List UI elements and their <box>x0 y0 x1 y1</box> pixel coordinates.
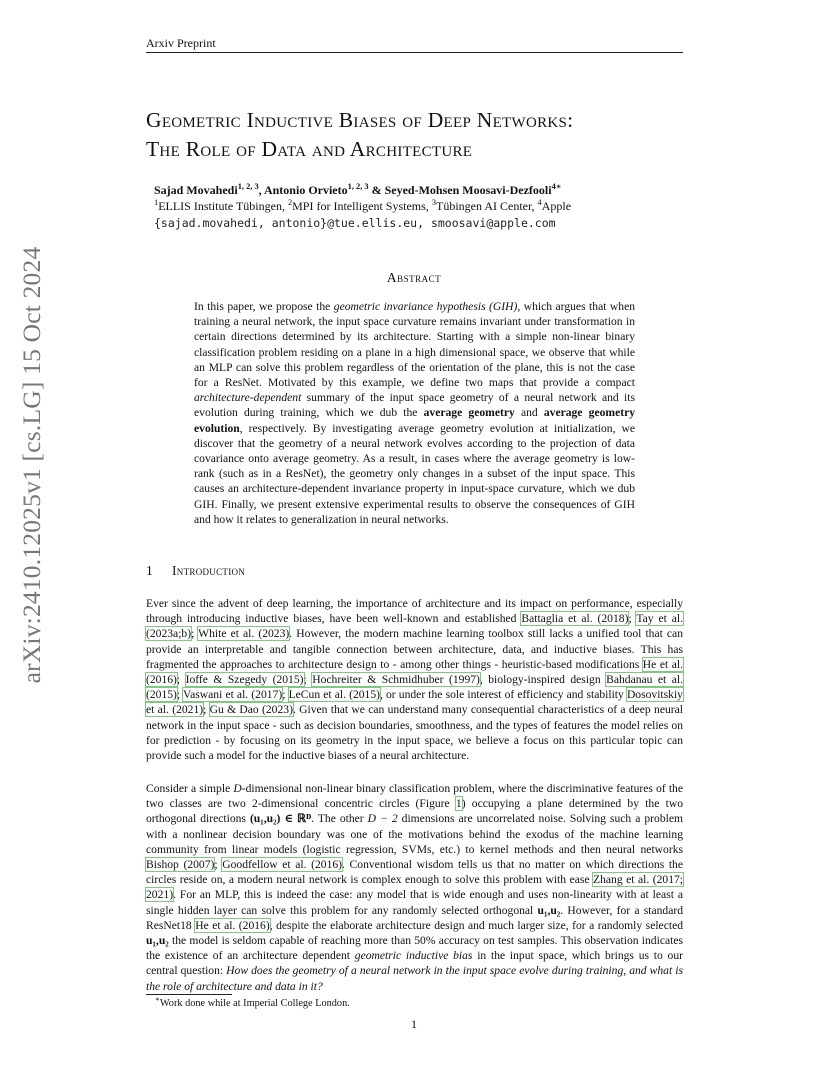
affil-mark: 2 <box>287 198 293 207</box>
math-symbol: D <box>233 782 242 795</box>
author-emails: {sajad.movahedi, antonio}@tue.ellis.eu, smoosavi@apple.com <box>154 216 556 230</box>
intro-paragraph-1 <box>146 596 683 763</box>
text-run: ; <box>203 703 210 717</box>
text-run: , or under the sole interest of efficiency and stability <box>380 688 627 702</box>
text-run: ; <box>176 688 184 702</box>
central-question: How does the geometry of a neural network in the input space evolve during training, and what is the role of architecture and data in it? <box>146 964 683 993</box>
citation-link[interactable]: Hochreiter & Schmidhuber (1997) <box>312 673 480 687</box>
math-expression: D − 2 <box>367 812 398 826</box>
author-affil-mark: 4∗ <box>551 182 562 191</box>
math-expression: u₁,u₂ <box>537 903 561 917</box>
citation-link[interactable]: Gu & Dao (2023) <box>209 703 293 717</box>
text-run: . Given that we can understand many consequential characteristics of a deep neural network in the input space - such as decision boundaries, smoothness, and the types of features the model relies on for prediction - by focusing on its geometry in the input space, we believe a focus on this particular topic can provide such a model for the inductive biases of a neural architecture. <box>146 703 683 763</box>
author-name: Antonio Orvieto <box>263 183 348 197</box>
author-name: Seyed-Mohsen Moosavi-Dezfooli <box>384 183 552 197</box>
footnote-text: Work done while at Imperial College London. <box>159 998 350 1009</box>
affil-mark: 1 <box>154 198 159 207</box>
section-heading <box>146 563 245 579</box>
citation-link[interactable]: Goodfellow et al. (2016) <box>222 858 343 872</box>
author-affil-mark: 1, 2, 3 <box>237 182 259 191</box>
author-separator: & <box>368 183 385 197</box>
text-run: , respectively. By investigating average geometry evolution at initialization, we discover that the geometry of a neural network evolves according to the projection of data covariance onto average geometry. As a result, in cases where the average geometry is low-rank (such as in a ResNet), the geometry only changes in a subset of the input space. This causes an architecture-dependent invariance property in input-space curvature, which we dub GIH. Finally, we present extensive experimental results to observe the consequences of GIH and how it relates to generalization in neural networks. <box>194 421 635 526</box>
text-run: , which argues that when training a neural network, the input space curvature remains invariant under transformation in certain directions determined by its architecture. Starting with a simple non-linear binary classification problem residing on a plane in a high dimensional space, we observe that while an MLP can solve this problem regardless of the orientation of the plane, this is not the case for a ResNet. Motivated by this example, we define two maps that provide a compact <box>194 300 636 390</box>
footnote-mark: ∗ <box>155 995 160 1004</box>
arxiv-sidebar <box>17 246 46 684</box>
text-run: . However, for a standard ResNet18 <box>146 903 684 932</box>
citation-link[interactable]: Zhang et al. (2017; 2021) <box>146 873 684 902</box>
text-run: ; <box>214 858 223 872</box>
text-run: ; <box>191 627 199 641</box>
citation-link[interactable]: Vaswani et al. (2017) <box>183 688 283 702</box>
text-run: . For an MLP, this is indeed the case: any model that is wide enough and uses non-linearity with at least a single hidden layer can solve this problem for any randomly selected orthogonal <box>146 888 683 917</box>
author-separator: , <box>258 183 264 197</box>
text-run: and <box>514 406 544 420</box>
arxiv-id: arXiv:2410.12025v1 [cs.LG] 15 Oct 2024 <box>17 246 46 684</box>
emphasis: geometric inductive bias <box>354 949 473 963</box>
text-run: ; <box>628 612 637 626</box>
running-head: Arxiv Preprint <box>146 36 216 50</box>
affiliation: ELLIS Institute Tübingen, <box>158 199 288 213</box>
citation-link[interactable]: He et al. (2016) <box>146 657 683 687</box>
math-expression: (u₁,u₂) ∈ ℝᴰ <box>249 812 312 826</box>
text-run: dimensions are uncorrelated noise. Solving such a problem with a nonlinear decision boundary was one of the motivations behind the exodus of the machine learning community from linear models (logistic regression, SVMs, etc.) to kernel methods and then neural networks <box>146 812 683 856</box>
text-run: , despite the elaborate architecture design and much larger size, for a randomly selected <box>269 918 684 932</box>
emphasis: architecture-dependent <box>194 391 302 405</box>
affil-mark: 4 <box>537 198 542 207</box>
citation-link[interactable]: Bishop (2007) <box>146 858 215 872</box>
text-run: ) occupying a plane determined by the two orthogonal directions <box>146 797 683 826</box>
citation-link[interactable]: Tay et al. (2023a;b) <box>146 612 683 641</box>
text-run: Ever since the advent of deep learning, the importance of architecture and its impact on performance, especially through introducing inductive biases, have been well-known and established <box>146 597 683 626</box>
figure-link[interactable]: 1 <box>455 797 462 811</box>
affiliation: MPI for Intelligent Systems, <box>292 199 432 213</box>
text-run: summary of the input space geometry of a neural network and its evolution during training, which we dub the <box>194 391 635 420</box>
text-run: ; <box>282 688 289 702</box>
citation-link[interactable]: LeCun et al. (2015) <box>288 688 380 702</box>
text-run: ; <box>176 673 186 687</box>
section-title: Introduction <box>172 563 246 578</box>
citation-link[interactable]: He et al. (2016) <box>195 918 270 932</box>
section-number: 1 <box>146 563 153 578</box>
paper-title-line-2: The Role of Data and Architecture <box>146 137 473 161</box>
citation-link[interactable]: White et al. (2023) <box>198 627 290 641</box>
abstract-body <box>194 299 635 527</box>
text-run: in the input space, which brings us to our central question: <box>146 949 683 978</box>
abstract-heading: Abstract <box>386 270 442 285</box>
text-run: . The other <box>311 812 368 826</box>
affil-mark: 3 <box>431 198 436 207</box>
affiliation: Tübingen AI Center, <box>436 199 538 213</box>
author-name: Sajad Movahedi <box>154 183 238 197</box>
text-run: In this paper, we propose the <box>194 300 334 313</box>
citation-link[interactable]: Battaglia et al. (2018) <box>521 612 629 626</box>
text-run: the model is seldom capable of reaching more than 50% accuracy on test samples. This observation indicates the existence of an architecture dependent <box>146 934 683 963</box>
page-number: 1 <box>411 1017 417 1031</box>
text-run: -dimensional non-linear binary classification problem, where the discriminative features of the two classes are two 2-dimensional concentric circles (Figure <box>146 782 683 811</box>
intro-paragraph-2 <box>146 781 683 994</box>
citation-link[interactable]: Dosovitskiy et al. (2021) <box>146 688 683 717</box>
author-affil-mark: 1, 2, 3 <box>347 182 369 191</box>
math-expression: u₁,u₂ <box>146 934 169 948</box>
citation-link[interactable]: Bahdanau et al. (2015) <box>146 673 684 702</box>
text-run: . Conventional wisdom tells us that no matter on which directions the circles reside on, a modern neural network is complex enough to solve this problem with ease <box>146 858 683 887</box>
text-run: , biology-inspired design <box>479 673 607 687</box>
text-run: . However, the modern machine learning toolbox still lacks a unified tool that can provide an interpretable and tangible connection between architecture, data, and inductive biases. This has fragmented the approaches to architecture design to - among other things - heuristic-based modifications <box>146 627 683 671</box>
bold-term: average geometry evolution <box>194 406 636 435</box>
affiliations <box>154 199 571 214</box>
emphasis: geometric invariance hypothesis (GIH) <box>333 300 518 313</box>
header-rule <box>146 52 683 53</box>
text-run: Consider a simple <box>146 782 234 795</box>
bold-term: average geometry <box>423 406 515 420</box>
footnote <box>155 995 350 1009</box>
author-list <box>154 183 562 198</box>
citation-link[interactable]: Ioffe & Szegedy (2015) <box>185 673 304 687</box>
affiliation: Apple <box>541 199 572 213</box>
text-run: ; <box>303 673 313 687</box>
paper-title-line-1: Geometric Inductive Biases of Deep Networks: <box>146 108 574 132</box>
